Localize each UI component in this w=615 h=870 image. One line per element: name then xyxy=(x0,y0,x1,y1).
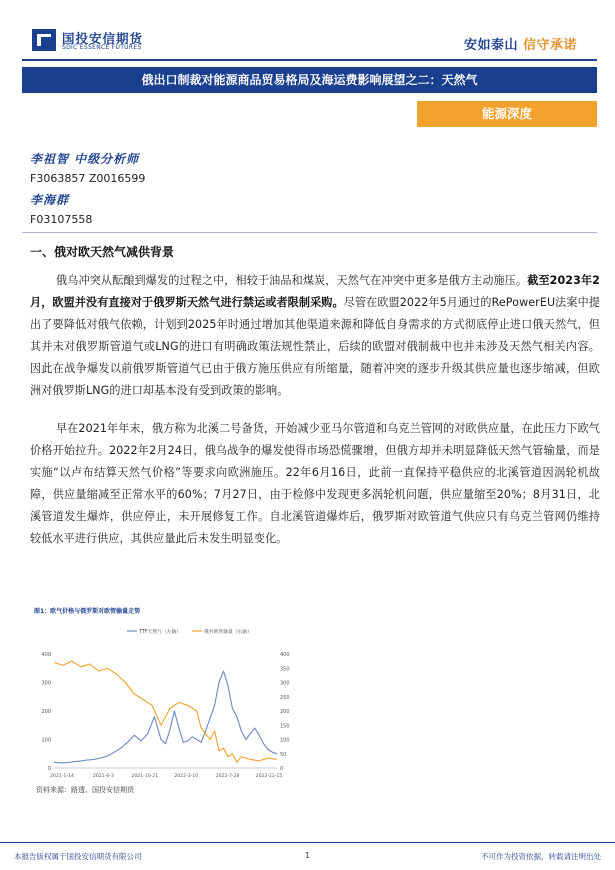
legend-label: TTF天然气（左轴） xyxy=(139,630,182,635)
right-axis-tick-label: 300 xyxy=(280,680,290,687)
company-name-cn: 国投安信期货 xyxy=(62,31,144,46)
figure-chart xyxy=(32,604,297,800)
left-axis-tick-label: 400 xyxy=(41,652,51,658)
body-paragraph xyxy=(30,418,600,550)
company-slogan xyxy=(464,34,577,53)
left-axis-tick-label: 100 xyxy=(41,737,51,744)
footer-divider xyxy=(0,842,615,843)
series-line xyxy=(54,661,277,762)
right-axis-tick-label: 50 xyxy=(280,751,287,758)
footer-disclaimer: 不可作为投资依据，转载请注明出处 xyxy=(481,852,601,861)
author-license-ids: F3063857 Z0016599 xyxy=(30,172,146,185)
slogan-part-1: 安如泰山 xyxy=(463,38,518,53)
x-axis-tick-label: 2021-6-3 xyxy=(92,774,114,779)
right-axis-tick-label: 400 xyxy=(280,652,290,658)
chart-svg xyxy=(32,604,297,784)
paragraph-bold-text: 截至2023年2月，欧盟并没有直接对于俄罗斯天然气进行禁运或者限制采购。 xyxy=(30,274,600,309)
right-axis-tick-label: 150 xyxy=(280,723,290,730)
figure-title: 图1：欧气价格与俄罗斯对欧管输量走势 xyxy=(34,608,141,615)
page-number: 1 xyxy=(305,851,310,860)
paragraph-text: 早在2021年年末，俄方称为北溪二号备货，开始减少亚马尔管道和乌克兰管网的对欧供应量，在此压力下欧气价格开始拉升。2022年2月24日，俄乌战争的爆发使得市场恐慌骤增，但俄方却并未明显降低天然气管输量，而是实施“以卢布结算天然气价格”等要求向欧洲施压。22年6月16日，此前一直保持平稳供应的北溪管道因涡轮机故障，供应量缩减至正常水平的60%；7月27日，由于检修中发现更多涡轮机问题，供应量缩至20%；8月31日，北溪管道发生爆炸，供应停止，未开展修复工作。自北溪管道爆炸后，俄罗斯对欧管道气供应只有乌克兰管网仍维持较低水平进行供应，其供应量此后未发生明显变化。 xyxy=(30,422,600,545)
x-axis-tick-label: 2021-1-14 xyxy=(50,774,74,779)
footer-copyright: 本报告版权属于国投安信期货有限公司 xyxy=(14,852,142,861)
page-header xyxy=(0,0,615,60)
company-logo-icon xyxy=(32,29,56,51)
right-axis-tick-label: 250 xyxy=(280,694,290,701)
left-axis-tick-label: 200 xyxy=(41,709,51,715)
author-name: 李海群 xyxy=(30,193,70,207)
right-axis-tick-label: 200 xyxy=(280,709,290,715)
author-license-ids: F03107558 xyxy=(30,213,93,226)
x-axis-tick-label: 2022-12-15 xyxy=(255,774,283,779)
paragraph-text: 尽管在欧盟2022年5月通过的RePowerEU法案中提出了要降低对俄气依赖，计划到2025年时通过增加其他渠道来源和降低自身需求的方式彻底停止进口俄天然气，但其并未对俄罗斯管道气或LNG的进口有明确政策法规性禁止，后续的欧盟对俄制裁中也并未涉及天然气相关内容。因此在战争爆发以前俄罗斯管道气已由于俄方施压供应有所缩量，随着冲突的逐步升级其供应量也逐步缩减，但欧洲对俄罗斯LNG的进口却基本没有受到政策的影响。 xyxy=(30,296,600,397)
author-block xyxy=(30,150,145,232)
right-axis-tick-label: 350 xyxy=(280,666,290,673)
report-title: 俄出口制裁对能源商品贸易格局及海运费影响展望之二：天然气 xyxy=(22,67,597,93)
figure-source: 资料来源：路透、国投安信期货 xyxy=(36,786,134,794)
paragraph-text: 俄乌冲突从酝酿到爆发的过程之中，相较于油品和煤炭，天然气在冲突中更多是俄方主动施压。 xyxy=(56,274,528,287)
author-name: 李祖智 中级分析师 xyxy=(30,152,140,166)
right-axis-tick-label: 0 xyxy=(280,766,284,772)
right-axis-tick-label: 100 xyxy=(280,737,290,744)
section-heading: 一、俄对欧天然气减供背景 xyxy=(30,245,175,259)
slogan-part-2: 信守承诺 xyxy=(522,38,577,53)
legend-label: 俄对欧管输量（右轴） xyxy=(204,630,252,635)
company-name-en: SDIC ESSENCE FUTURES xyxy=(62,44,142,51)
x-axis-tick-label: 2022-3-10 xyxy=(174,774,199,779)
left-axis-tick-label: 300 xyxy=(41,680,51,687)
x-axis-tick-label: 2022-7-28 xyxy=(215,774,240,779)
body-paragraph xyxy=(30,270,600,402)
x-axis-tick-label: 2021-10-21 xyxy=(131,774,159,779)
left-axis-tick-label: 0 xyxy=(47,766,51,772)
report-category-tag: 能源深度 xyxy=(417,101,597,127)
header-divider xyxy=(22,59,597,61)
section-divider xyxy=(22,232,597,233)
